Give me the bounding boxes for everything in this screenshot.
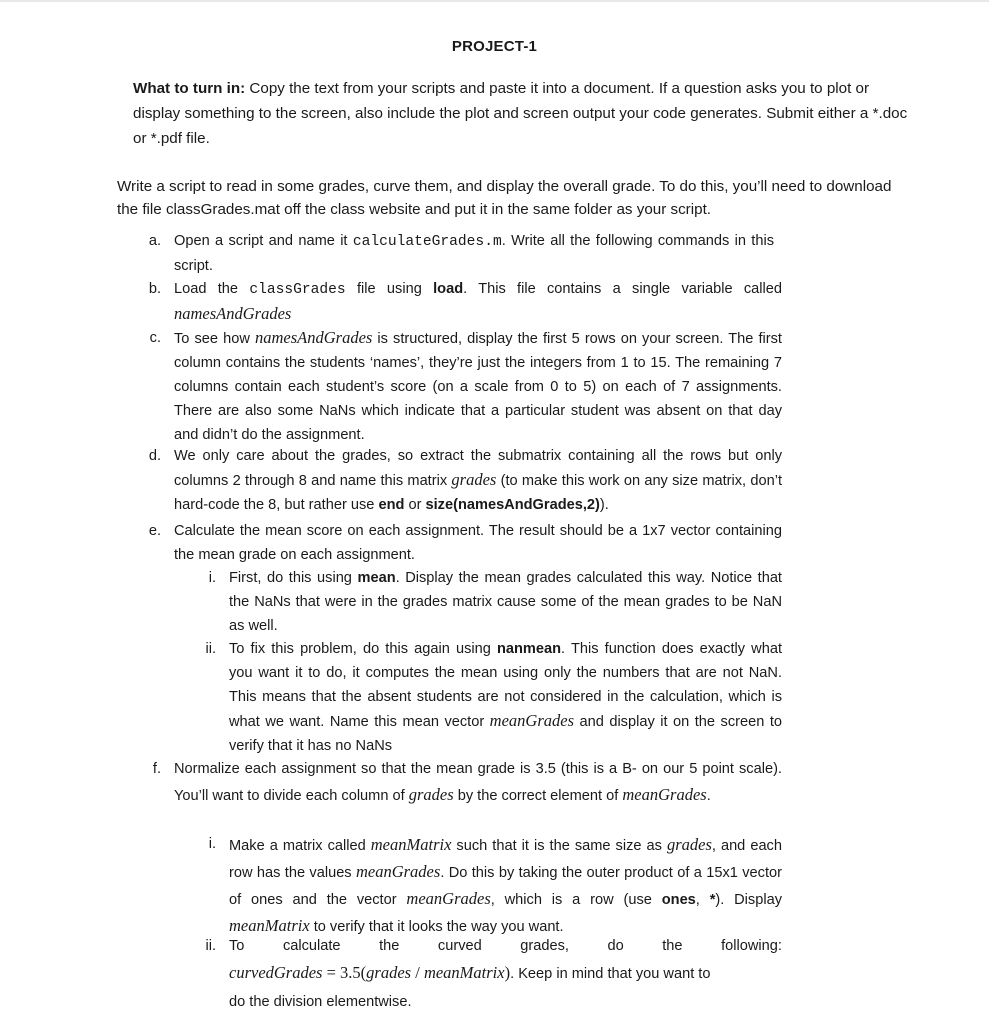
item-e-ii-text <box>229 637 782 758</box>
item-f-i-var3: meanGrades <box>355 862 441 881</box>
item-f-var1: grades <box>408 785 454 804</box>
item-f-t2: by the correct element of <box>453 788 623 804</box>
item-e-label: e. <box>148 523 161 539</box>
item-c-t1: To see how <box>174 331 255 347</box>
item-f-i-var2: grades <box>666 835 712 854</box>
item-c-t2: is structured, display the first 5 rows on your screen. The first column contains the students ‘names’, they’re just the integers from 1 to 15. The remaining 7 columns contain each student’s score (on a scale from 0 to 5) on each of 7 assignments. There are also some NaNs which indicate that a particular student was absent on that day and didn’t do the assignment. <box>174 331 782 443</box>
item-c-var: namesAndGrades <box>255 328 373 347</box>
item-c-label: c. <box>149 330 161 346</box>
item-d-var: grades <box>451 470 497 489</box>
item-e-ii-t1: To fix this problem, do this again using <box>229 641 497 657</box>
item-f-i-t5: , which is a row (use <box>490 892 662 908</box>
item-f-i-bold1: ones <box>661 892 696 908</box>
item-f-i-t8: to verify that it looks the way you want. <box>309 919 564 935</box>
item-e-i-t2: . Display the mean grades calculated this way. Notice that the NaNs that were in the grades matrix cause some of the mean grades to be NaN as well. <box>229 570 782 634</box>
eq-curved-grades: curvedGrades <box>229 963 323 982</box>
item-e-ii-t2: . This function does exactly what you want it to do, it computes the mean using only the numbers that are not NaN. This means that the absent students are not considered in the calculation, which is what we want. Name this mean vector <box>229 641 782 730</box>
item-e-ii-bold: nanmean <box>496 641 562 657</box>
f-ii-word-8: following: <box>721 938 782 954</box>
eq-div: / <box>411 963 424 982</box>
item-f-ii-last-line: do the division elementwise. <box>229 994 412 1010</box>
f-ii-word-6: do <box>607 938 624 954</box>
item-f-i-var1: meanMatrix <box>370 835 452 854</box>
item-f-i-t3: , and each row has the values <box>229 838 782 881</box>
intro-paragraph: Write a script to read in some grades, curve them, and display the overall grade. To do this, you’ll need to download the file classGrades.mat off the class website and put it in the same folder as your script. <box>117 178 892 218</box>
item-b-code: classGrades <box>249 282 346 298</box>
eq-mid: = 3.5( <box>322 963 367 982</box>
f-ii-word-1: To <box>229 938 245 954</box>
item-e-i-label: i. <box>208 570 216 586</box>
item-e-ii-t3: and display it on the screen to verify that it has no NaNs <box>229 714 782 754</box>
item-f-i-t1: Make a matrix called <box>229 838 371 854</box>
item-d-label: d. <box>148 448 161 464</box>
item-e-text: Calculate the mean score on each assignment. The result should be a 1x7 vector containing the mean grade on each assignment. <box>174 523 782 563</box>
item-f-i-var4: meanGrades <box>406 889 491 908</box>
turn-in-text: Copy the text from your scripts and paste it into a document. If a question asks you to plot or display something to the screen, also include the plot and screen output your code generates. Submit either a *.doc or *.pdf file. <box>133 80 908 147</box>
item-f-i-bold2: * <box>709 892 716 908</box>
item-f-label: f. <box>152 761 161 777</box>
item-a-text <box>174 229 774 278</box>
item-f-t3: . <box>706 788 711 804</box>
f-ii-after-eq: . Keep in mind that you want to <box>510 966 711 982</box>
item-b-bold: load <box>433 281 464 297</box>
item-b-label: b. <box>148 281 161 297</box>
item-f-i-t2: such that it is the same size as <box>451 838 667 854</box>
f-ii-word-4: curved <box>437 938 482 954</box>
item-f-i-text <box>229 832 782 940</box>
item-b-text <box>174 277 782 327</box>
turn-in-instructions <box>133 76 913 151</box>
f-ii-word-3: the <box>379 938 400 954</box>
item-a-t1: Open a script and name it <box>174 233 353 249</box>
item-f-i-label: i. <box>208 836 216 852</box>
item-d-t1: We only care about the grades, so extract the submatrix containing all the rows but only columns 2 through 8 and name this matrix <box>174 448 782 489</box>
item-f-i-t7: ). Display <box>715 892 782 908</box>
item-e-i-bold: mean <box>357 570 396 586</box>
item-d-text <box>174 444 782 517</box>
item-d-bold1: end <box>378 497 405 513</box>
f-ii-word-2: calculate <box>282 938 341 954</box>
item-d-t3: or <box>404 497 426 513</box>
eq-grades: grades <box>366 963 412 982</box>
f-ii-word-5: grades, <box>520 938 569 954</box>
item-a-label: a. <box>148 233 161 249</box>
page-title: PROJECT-1 <box>451 38 538 55</box>
item-f-t1: Normalize each assignment so that the mean grade is 3.5 (this is a B- on our 5 point scale). You’ll want to divide each column of <box>174 761 782 804</box>
item-b-var: namesAndGrades <box>174 304 292 323</box>
item-b-t2: file using <box>345 281 434 297</box>
item-d-bold2: size(namesAndGrades,2) <box>425 497 600 513</box>
item-b-t3: . This file contains a single variable called <box>463 281 782 297</box>
item-c-text <box>174 326 782 447</box>
item-f-ii-equation-line <box>229 961 789 986</box>
eq-mean-matrix: meanMatrix <box>423 963 505 982</box>
item-f-ii-label: ii. <box>205 938 216 954</box>
item-d-t4: ). <box>599 497 609 513</box>
item-f-var2: meanGrades <box>622 785 707 804</box>
item-a-code: calculateGrades.m <box>352 234 502 250</box>
item-e-ii-label: ii. <box>205 641 216 657</box>
item-f-i-var5: meanMatrix <box>229 916 310 935</box>
item-f-i-t4: . Do this by taking the outer product of a 15x1 vector of ones and the vector <box>229 865 782 908</box>
item-e-i-text <box>229 566 782 638</box>
item-e-ii-var: meanGrades <box>489 711 574 730</box>
item-f-ii-line1 <box>229 934 782 958</box>
item-a-t2: . Write all the following commands in this script. <box>174 233 774 274</box>
page-top-border <box>0 0 989 2</box>
eq-end: ) <box>504 963 511 982</box>
item-f-text <box>174 756 782 809</box>
item-b-t1: Load the <box>174 281 250 297</box>
turn-in-label: What to turn in: <box>133 80 246 97</box>
item-f-i-t6: , <box>695 892 710 908</box>
item-d-t2: (to make this work on any size matrix, don’t hard-code the 8, but rather use <box>174 473 782 513</box>
f-ii-word-7: the <box>662 938 683 954</box>
item-e-i-t1: First, do this using <box>229 570 358 586</box>
